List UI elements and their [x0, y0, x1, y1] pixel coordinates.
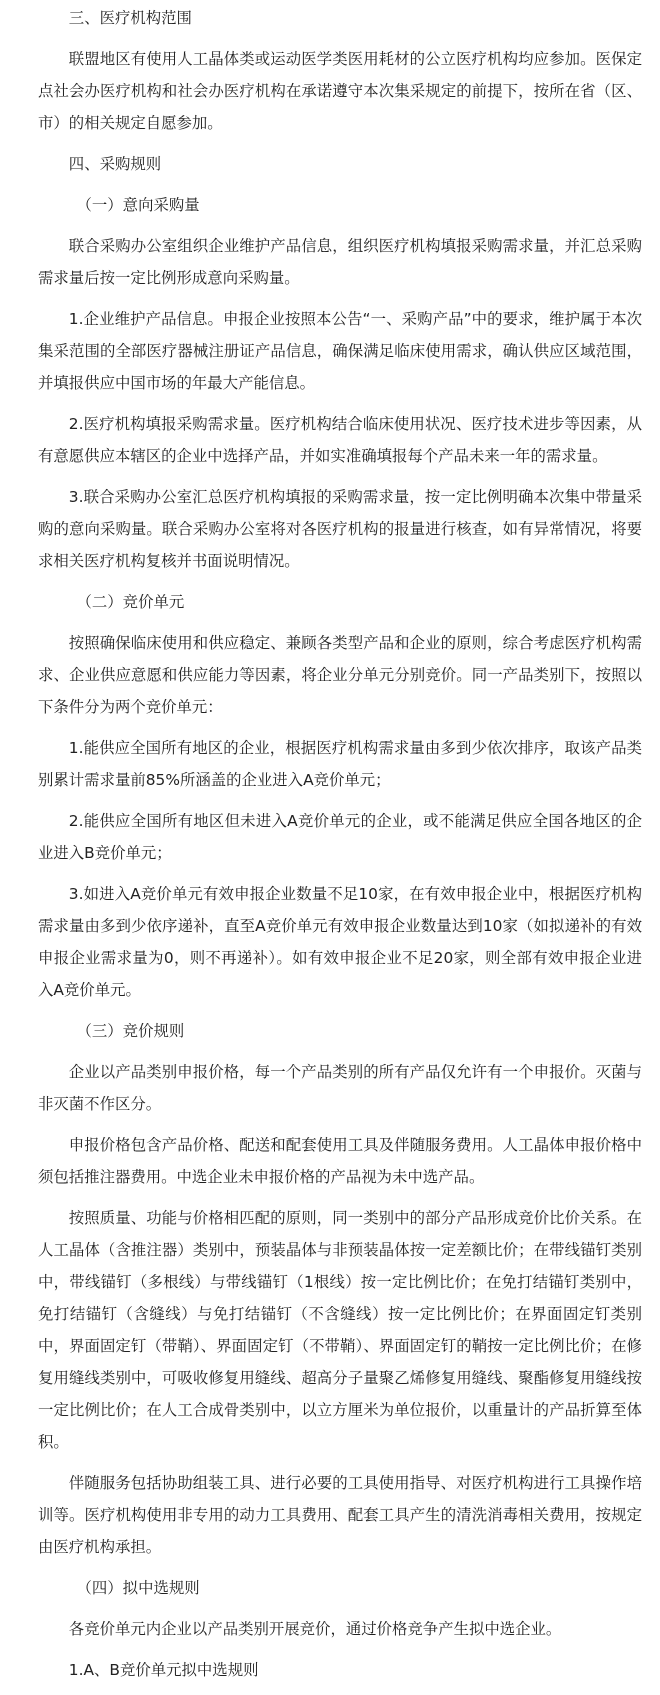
section-heading: 四、采购规则: [68, 155, 162, 173]
section-heading: 1.A、B竞价单元拟中选规则: [68, 1661, 259, 1679]
subsection-heading: （二）竞价单元: [76, 593, 185, 611]
paragraph: 申报价格包含产品价格、配送和配套使用工具及伴随服务费用。人工晶体申报价格中须包括推注器费用。中选企业未申报价格的产品视为未中选产品。: [38, 1136, 642, 1186]
paragraph: 联合采购办公室组织企业维护产品信息，组织医疗机构填报采购需求量，并汇总采购需求量后按一定比例形成意向采购量。: [38, 237, 642, 287]
paragraph: 1.企业维护产品信息。申报企业按照本公告“一、采购产品”中的要求，维护属于本次集采范围的全部医疗器械注册证产品信息，确保满足临床使用需求，确认供应区域范围，并填报供应中国市场的年最大产能信息。: [38, 310, 642, 392]
paragraph: 3.如进入A竞价单元有效申报企业数量不足10家，在有效申报企业中，根据医疗机构需求量由多到少依序递补，直至A竞价单元有效申报企业数量达到10家（如拟递补的有效申报企业需求量为0，则不再递补）。如有效申报企业不足20家，则全部有效申报企业进入A竞价单元。: [38, 885, 642, 999]
paragraph: 联盟地区有使用人工晶体类或运动医学类医用耗材的公立医疗机构均应参加。医保定点社会办医疗机构和社会办医疗机构在承诺遵守本次集采规定的前提下，按所在省（区、市）的相关规定自愿参加。: [38, 50, 642, 132]
subsection-heading: （四）拟中选规则: [76, 1579, 200, 1597]
paragraph: 按照确保临床使用和供应稳定、兼顾各类型产品和企业的原则，综合考虑医疗机构需求、企业供应意愿和供应能力等因素，将企业分单元分别竞价。同一产品类别下，按照以下条件分为两个竞价单元：: [38, 634, 642, 716]
paragraph: 按照质量、功能与价格相匹配的原则，同一类别中的部分产品形成竞价比价关系。在人工晶体（含推注器）类别中，预装晶体与非预装晶体按一定差额比价；在带线锚钉类别中，带线锚钉（多根线）与带线锚钉（1根线）按一定比例比价；在免打结锚钉类别中，免打结锚钉（含缝线）与免打结锚钉（不含缝线）按一定比例比价；在界面固定钉类别中，界面固定钉（带鞘）、界面固定钉（不带鞘）、界面固定钉的鞘按一定比例比价；在修复用缝线类别中，可吸收修复用缝线、超高分子量聚乙烯修复用缝线、聚酯修复用缝线按一定比例比价；在人工合成骨类别中，以立方厘米为单位报价，以重量计的产品折算至体积。: [38, 1209, 642, 1451]
section-heading: 三、医疗机构范围: [68, 9, 192, 27]
paragraph: 2.能供应全国所有地区但未进入A竞价单元的企业，或不能满足供应全国各地区的企业进入B竞价单元；: [38, 812, 642, 862]
paragraph: 3.联合采购办公室汇总医疗机构填报的采购需求量，按一定比例明确本次集中带量采购的意向采购量。联合采购办公室将对各医疗机构的报量进行核查，如有异常情况，将要求相关医疗机构复核并书面说明情况。: [38, 488, 642, 570]
paragraph: 2.医疗机构填报采购需求量。医疗机构结合临床使用状况、医疗技术进步等因素，从有意愿供应本辖区的企业中选择产品，并如实准确填报每个产品未来一年的需求量。: [38, 415, 642, 465]
subsection-heading: （三）竞价规则: [76, 1022, 185, 1040]
subsection-heading: （一）意向采购量: [76, 196, 200, 214]
paragraph: 各竞价单元内企业以产品类别开展竞价，通过价格竞争产生拟中选企业。: [68, 1620, 562, 1638]
paragraph: 企业以产品类别申报价格，每一个产品类别的所有产品仅允许有一个申报价。灭菌与非灭菌不作区分。: [38, 1063, 642, 1113]
paragraph: 伴随服务包括协助组装工具、进行必要的工具使用指导、对医疗机构进行工具操作培训等。医疗机构使用非专用的动力工具费用、配套工具产生的清洗消毒相关费用，按规定由医疗机构承担。: [38, 1474, 642, 1556]
paragraph: 1.能供应全国所有地区的企业，根据医疗机构需求量由多到少依次排序，取该产品类别累计需求量前85%所涵盖的企业进入A竞价单元；: [38, 739, 642, 789]
